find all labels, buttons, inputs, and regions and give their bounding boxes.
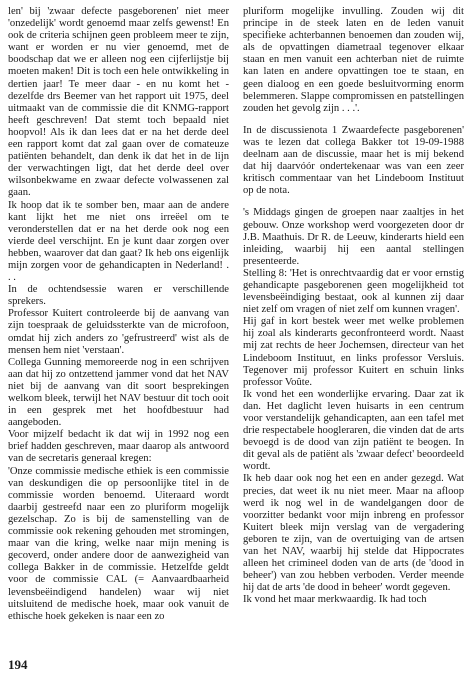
right-paragraph-2: In de discussienota 1 Zwaardefecte pasgeborenen' was te lezen dat collega Bakker tot 19-09-1988 deelnam aan de discussie, maar het is mij bekend dat hij daarvóór ondertekenaar was van een zeer kritisch commentaar van het Lindeboom Instituut op de nota. <box>243 124 464 197</box>
right-column <box>243 6 464 607</box>
left-paragraph-2: Ik hoop dat ik te somber ben, maar aan de andere kant lijkt het me niet ons irreëel om te veronderstellen dat er na het derde ook nog een vierde deel verschijnt. En je kunt daar zorgen over hebben, waarover dat dan gaat? Ik heb ons eigenlijk mijn zorgen voor de gehandicapten in Nederland! . . . <box>8 199 229 284</box>
right-paragraph-3: 's Middags gingen de groepen naar zaaltjes in het gebouw. Onze workshop werd voorgezeten door dr J.B. Maathuis. Dr R. de Leeuw, kinderarts hield een inleiding, waarbij hij een aantal stellingen presenteerde. <box>243 207 464 267</box>
left-paragraph-5: Collega Gunning memoreerde nog in een schrijven aan dat hij zo ontzettend jammer vond dat het NAV niet bij de aanvang van dit soort besprekingen welkom bleek, terwijl het NAV bestuur dit toch ooit in een gesprek met het hoofdbestuur had aangeboden. <box>8 356 229 429</box>
right-paragraph-4: Stelling 8: 'Het is onrechtvaardig dat er voor ernstig gehandicapte pasgeborenen geen mogelijkheid tot levensbeëindiging bestaat, ook al kunnen zij daar niet zelf om vragen of niet zelf om kunnen vragen'. <box>243 267 464 316</box>
right-paragraph-6: Ik vond het een wonderlijke ervaring. Daar zat ik dan. Het daglicht leven huisarts in een centrum voor verstandelijk gehandicapten, aan een tafel met drie respectabele hoogleraren, die vinden dat de arts bevoegd is de dood van zijn patiënt te beogen. In dit geval als de patiënt als 'zwaar defect' beoordeeld wordt. <box>243 388 464 473</box>
right-paragraph-7: Ik heb daar ook nog het een en ander gezegd. Wat precies, dat weet ik nu niet meer. Maar na afloop werd ik nog wel in de wandelgangen door de voorzitter bedankt voor mijn inbreng en professor Kuitert bleek mijn verslag van de vergadering geboren te zijn, van de overtuiging van de artsen van het NAV, waarbij hij stelde dat Hippocrates alleen het crimineel doden van de arts (de 'dood in beheer') van zou hebben verboden. Verder meende hij dat de arts 'de dood in beheer' wordt gegeven. <box>243 473 464 594</box>
left-paragraph-6: Voor mijzelf bedacht ik dat wij in 1992 nog een brief hadden geschreven, maar daarop als antwoord van de secretaris generaal kregen: <box>8 429 229 465</box>
left-paragraph-3: In de ochtendsessie waren er verschillende sprekers. <box>8 284 229 308</box>
paragraph-gap <box>243 197 464 207</box>
page-number: 194 <box>8 657 28 672</box>
right-paragraph-1: pluriform mogelijke invulling. Zouden wij dit principe in de steek laten en de leden vanuit specifieke achterbannen benoemen dan zouden wij, als de opvattingen diametraal tegenover elkaar staan en men vanuit een achterban niet de ruimte kan laten en andere opvattingen toe te staan, en geen dialoog en een goede besluitvorming enorm belemmeren. Slappe compromissen en patstellingen zouden het gevolg zijn . . .'. <box>243 6 464 114</box>
right-paragraph-8: Ik vond het maar merkwaardig. Ik had toch <box>243 594 427 606</box>
left-paragraph-1: len' bij 'zwaar defecte pasgeborenen' niet meer 'onzedelijk' wordt genoemd maar zelfs gewenst! En ook de criteria schijnen geen probleem meer te zijn, want er worden er nu vier genoemd, met de boodschap dat we er alleen nog een cijferlijstje bij moeten maken! Dit is toch een hele ontwikkeling in dertien jaar! Te meer daar - en nu komt het - dezelfde drs Beemer van het rapport uit 1975, deel uitmaakt van de commissie die dit KNMG-rapport heeft geschreven! Dat stemt toch bepaald niet hoopvol! Als ik dan lees dat er na het derde deel een rapport komt dat zal gaan over de comateuze patiënten behandelt, dan denk ik dat het in de lijn der verwachtingen ligt, dat het derde deel over wilsonbekwame en zwaar defecte volwassenen zal gaan. <box>8 6 229 199</box>
left-column <box>8 6 229 623</box>
left-paragraph-7: 'Onze commissie medische ethiek is een commissie van deskundigen die op persoonlijke titel in de commissie worden benoemd. Uiteraard wordt daarbij gestreefd naar een zo pluriform mogelijk gezelschap. Zo is bij de samenstelling van de commissie ook rekening gehouden met stromingen, maar van die kring, welke naar mijn mening is gecoverd, onder andere door de aanwezigheid van collega Bakker in de commissie. Hetzelfde geldt voor de commissie CAL (= Aanvaardbaarheid levensbeëindigend handelen) waar wij niet uitsluitend de medische hoek, maar ook vanuit de ethische hoek gekeken is naar een zo <box>8 465 229 622</box>
right-paragraph-5: Hij gaf in kort bestek weer met welke problemen hij zoal als kinderarts geconfronteerd wordt. Naast mij zat rechts de heer Jochemsen, directeur van het Lindeboom Instituut, en links professor Versluis. Tegenover mij professor Kuitert en schuin links professor Voûte. <box>243 316 464 388</box>
left-paragraph-4: Professor Kuitert controleerde bij de aanvang van zijn toespraak de geluidssterkte van de microfoon, omdat hij zich anders zo 'gefrustreerd' wist als de mensen hem niet 'verstaan'. <box>8 308 229 356</box>
paragraph-gap <box>243 115 464 125</box>
